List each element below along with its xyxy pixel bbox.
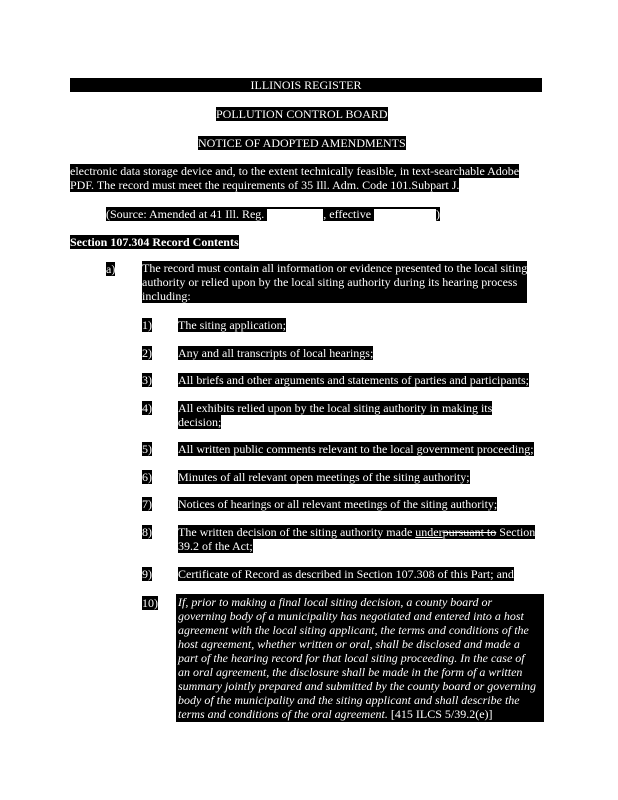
subitem-8-post: Section [496,525,536,539]
reg-blank [267,209,323,221]
subitem-2-marker: 2) [142,346,152,360]
subitem-10-line: body of the municipality and the siting applicant and shall describe the [178,693,520,707]
subitem-10-marker: 10) [142,596,158,610]
subitem-10-last-italic: terms and conditions of the oral agreement. [178,707,388,721]
subitem-5-text: All written public comments relevant to the local government proceeding; [178,442,534,456]
section-heading: Section 107.304 Record Contents [70,235,239,249]
subitem-10-line: host agreement, whether written or oral, shall be disclosed and made a [178,637,520,651]
source-suffix: ) [436,207,441,221]
register-header [70,78,542,92]
subitem-10-line: If, prior to making a final local siting decision, a county board or [178,595,493,609]
subitem-10-line: an oral agreement, the disclosure shall be made in the form of a written [178,665,523,679]
subitem-6-text: Minutes of all relevant open meetings of the siting authority; [178,470,470,484]
item-a-text [142,261,527,303]
subitem-10-line: governing body of a municipality has negotiated and entered into a host [178,609,524,623]
subitem-7-marker: 7) [142,497,152,511]
source-middle: , effective [323,207,375,221]
board-name: POLLUTION CONTROL BOARD [216,107,388,121]
subitem-1-marker: 1) [142,318,152,332]
subitem-10-line: part of the hearing record for that local siting proceeding. In the case of [178,651,525,665]
subitem-2-text: Any and all transcripts of local hearings; [178,346,374,360]
subitem-4-line-2: decision; [178,415,222,429]
subitem-10-text [176,594,544,722]
subitem-3-marker: 3) [142,373,152,387]
item-a-marker: a) [106,262,116,276]
subitem-3-text: All briefs and other arguments and statements of parties and participants; [178,373,530,387]
subitem-10-line: agreement with the local siting applicant, the terms and conditions of the [178,623,529,637]
register-title: ILLINOIS REGISTER [250,78,362,92]
subitem-8-line-2: 39.2 of the Act; [178,539,253,553]
subitem-5-marker: 5) [142,442,152,456]
intro-line-2: PDF. The record must meet the requirements of 35 Ill. Adm. Code 101.Subpart J. [70,178,460,192]
subitem-10-line: summary jointly prepared and submitted by the county board or governing [178,679,536,693]
item-a-line: authority or relied upon by the local siting authority during its hearing process [142,275,518,289]
subitem-6-marker: 6) [142,470,152,484]
subitem-8-line-1 [178,525,535,539]
intro-line-1: electronic data storage device and, to the extent technically feasible, in text-searchable Adobe [70,164,520,178]
subitem-10-last-line [178,707,544,721]
subitem-4-line-1: All exhibits relied upon by the local siting authority in making its [178,401,493,415]
inserted-text: under [415,525,443,539]
statute-citation: [415 ILCS 5/39.2(e)] [387,707,493,721]
subitem-8-marker: 8) [142,525,152,539]
subitem-1-text: The siting application; [178,318,286,332]
source-note [106,207,440,221]
subitem-8-pre: The written decision of the siting authority made [178,525,416,539]
subitem-7-text: Notices of hearings or all relevant meetings of the siting authority; [178,497,498,511]
source-prefix: (Source: Amended at 41 Ill. Reg. [106,207,268,221]
item-a-line: The record must contain all information or evidence presented to the local siting [142,261,528,275]
subitem-9-marker: 9) [142,567,152,581]
deleted-text: pursuant to [442,525,497,539]
item-a-line: including: [142,289,191,303]
subitem-4-marker: 4) [142,401,152,415]
effective-blank [374,209,436,221]
subitem-9-text: Certificate of Record as described in Section 107.308 of this Part; and [178,567,514,581]
notice-title: NOTICE OF ADOPTED AMENDMENTS [198,136,406,150]
